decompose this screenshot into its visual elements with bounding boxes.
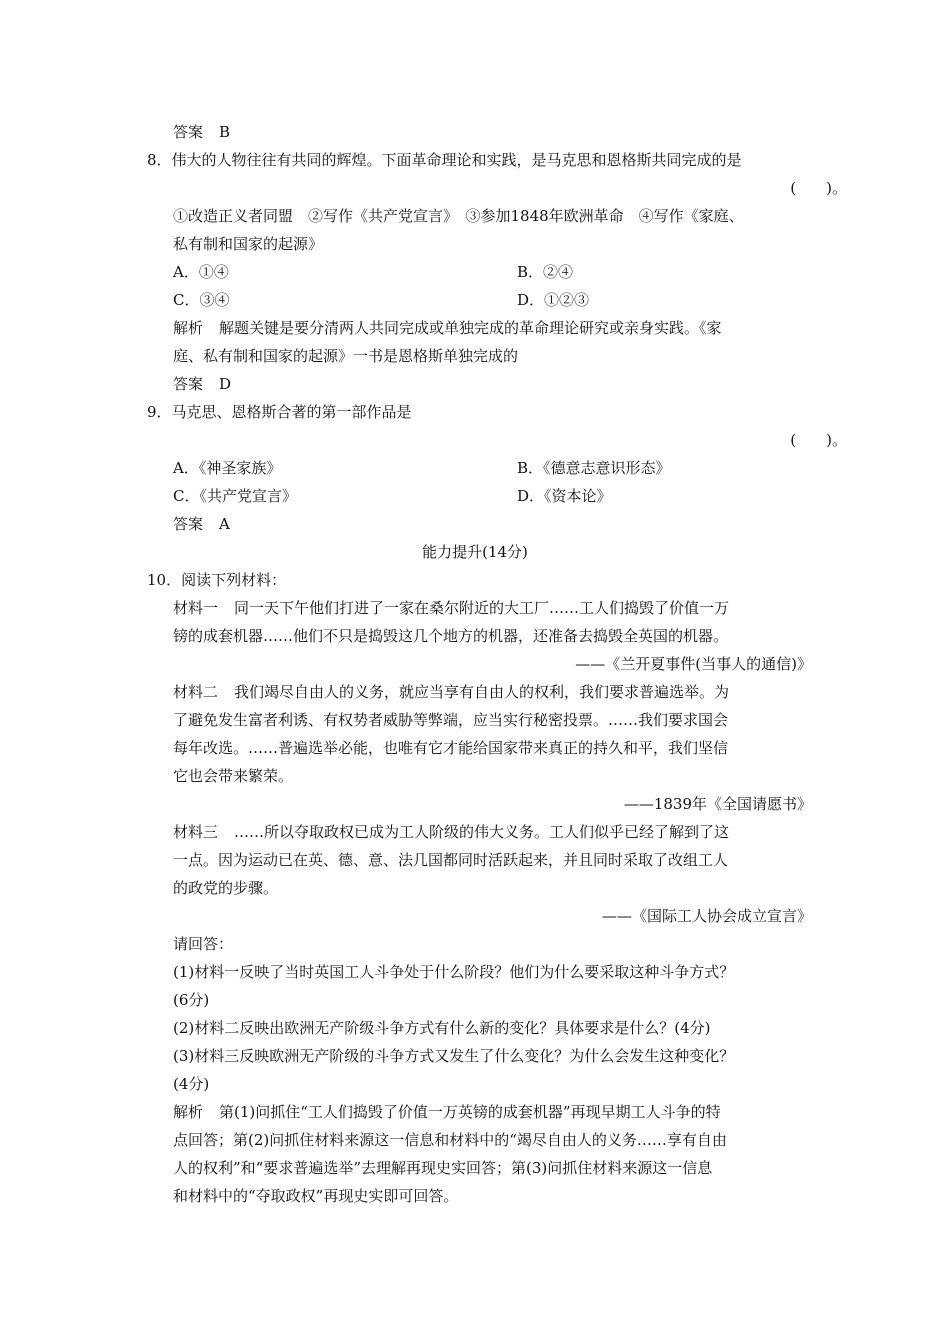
q9-option-d: D．《资本论》: [517, 487, 612, 505]
q10-sub-1-line-2: (6分): [173, 991, 210, 1009]
q9-option-b: B．《德意志意识形态》: [517, 459, 671, 477]
q10-analysis-line-3: 人的权利”和“要求普遍选举”去理解再现史实回答；第(3)问抓住材料来源这一信息: [173, 1159, 713, 1177]
material-2-source: ——1839年《全国请愿书》: [623, 795, 812, 813]
section-title: 能力提升(14分): [422, 543, 528, 561]
q10-analysis-line-4: 和材料中的“夺取政权”再现史实即可回答。: [173, 1187, 459, 1205]
q8-answer-blank: ( )。: [790, 179, 847, 197]
material-1-line-1: [173, 598, 729, 618]
answer-value: D: [219, 375, 232, 393]
answer-label: 答案: [173, 375, 204, 393]
question-number: 9．: [147, 403, 172, 421]
q8-items-line-2: 私有制和国家的起源》: [173, 235, 324, 253]
material-1-line-2: 镑的成套机器……他们不只是捣毁这几个地方的机器，还准备去捣毁全英国的机器。: [173, 627, 729, 645]
analysis-label: 解析: [173, 1103, 204, 1121]
material-3-line-3: 的政党的步骤。: [173, 879, 279, 897]
q9-stem: [147, 402, 412, 422]
q10-sub-2: (2)材料二反映出欧洲无产阶级斗争方式有什么新的变化？具体要求是什么？(4分): [173, 1019, 711, 1037]
q10-sub-3-line-2: (4分): [173, 1075, 210, 1093]
answer-value: A: [219, 515, 230, 533]
material-3-source: ——《国际工人协会成立宣言》: [601, 907, 812, 925]
q9-option-a: A．《神圣家族》: [173, 459, 282, 477]
material-2-line-1: [173, 682, 729, 702]
q8-stem: [147, 150, 742, 170]
analysis-text: 解题关键是要分清两人共同完成或单独完成的革命理论研究或亲身实践。《家: [219, 319, 722, 337]
q8-option-a: A．①④: [173, 263, 229, 281]
material-label: 材料三: [173, 823, 219, 841]
material-text: 同一天下午他们打进了一家在桑尔附近的大工厂……工人们捣毁了价值一万: [234, 599, 730, 617]
question-number: 10．: [147, 571, 182, 589]
material-3-line-1: [173, 822, 729, 842]
q8-option-d: D．①②③: [517, 291, 590, 309]
analysis-text: 第(1)问抓住“工人们捣毁了价值一万英镑的成套机器”再现早期工人斗争的特: [219, 1103, 721, 1121]
material-1-source: ——《兰开夏事件(当事人的通信)》: [575, 655, 812, 673]
q9-answer-blank: ( )。: [790, 431, 847, 449]
q8-option-c: C．③④: [173, 291, 230, 309]
q10-analysis-line-1: [173, 1102, 721, 1122]
q7-answer: [173, 122, 230, 142]
material-2-line-2: 了避免发生富者利诱、有权势者威胁等弊端，应当实行秘密投票。……我们要求国会: [173, 711, 729, 729]
material-2-line-4: 它也会带来繁荣。: [173, 767, 294, 785]
material-text: ……所以夺取政权已成为工人阶级的伟大义务。工人们似乎已经了解到了这: [234, 823, 730, 841]
q10-sub-3-line-1: (3)材料三反映欧洲无产阶级的斗争方式又发生了什么变化？为什么会发生这种变化？: [173, 1047, 735, 1065]
q8-answer: [173, 374, 231, 394]
q9-option-c: C．《共产党宣言》: [173, 487, 297, 505]
material-label: 材料一: [173, 599, 219, 617]
material-3-line-2: 一点。因为运动已在英、德、意、法几国都同时活跃起来，并且同时采取了改组工人: [173, 851, 729, 869]
analysis-label: 解析: [173, 319, 204, 337]
q8-analysis-line-2: 庭、私有制和国家的起源》一书是恩格斯单独完成的: [173, 347, 519, 365]
q10-sub-1-line-1: (1)材料一反映了当时英国工人斗争处于什么阶段？他们为什么要采取这种斗争方式？: [173, 963, 735, 981]
material-label: 材料二: [173, 683, 219, 701]
q10-analysis-line-2: 点回答；第(2)问抓住材料来源这一信息和材料中的“竭尽自由人的义务……享有自由: [173, 1131, 727, 1149]
q8-option-b: B．②④: [517, 263, 574, 281]
answer-value: B: [219, 123, 231, 141]
answer-label: 答案: [173, 515, 204, 533]
q8-items-line-1: ①改造正义者同盟 ②写作《共产党宣言》 ③参加1848年欧洲革命 ④写作《家庭、: [173, 207, 744, 225]
question-text: 阅读下列材料：: [181, 571, 287, 589]
q10-prompt: 请回答：: [173, 935, 234, 953]
q10-stem: [147, 570, 286, 590]
question-text: 马克思、恩格斯合著的第一部作品是: [171, 403, 412, 421]
q9-answer: [173, 514, 230, 534]
q8-analysis-line-1: [173, 318, 722, 338]
question-text: 伟大的人物往往有共同的辉煌。下面革命理论和实践，是马克思和恩格斯共同完成的是: [171, 151, 742, 169]
material-2-line-3: 每年改选。……普遍选举必能，也唯有它才能给国家带来真正的持久和平，我们坚信: [173, 739, 729, 757]
question-number: 8．: [147, 151, 172, 169]
material-text: 我们竭尽自由人的义务，就应当享有自由人的权利，我们要求普遍选举。为: [234, 683, 730, 701]
answer-label: 答案: [173, 123, 204, 141]
